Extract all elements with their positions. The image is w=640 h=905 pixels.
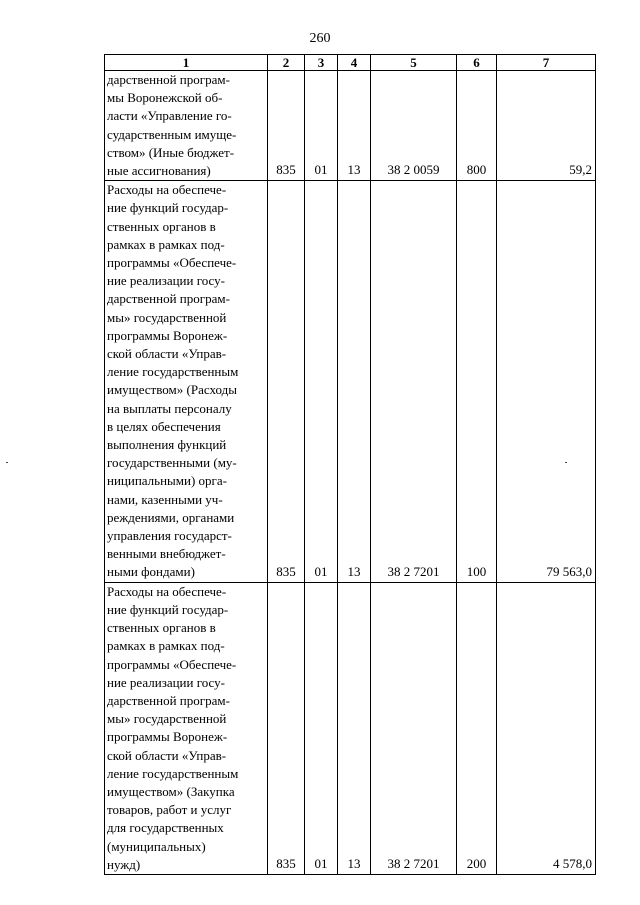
- description-line: ской области «Управ-: [107, 346, 227, 362]
- description-line: государственными (му-: [107, 455, 237, 471]
- description-line: программы Воронеж-: [107, 327, 228, 343]
- description-line: рамках в рамках под-: [107, 638, 225, 654]
- description-line: имуществом» (Закупка: [107, 783, 235, 799]
- description-cell: [105, 582, 268, 874]
- grbs-cell: 835: [268, 71, 305, 181]
- description-line: ством» (Иные бюджет-: [107, 144, 235, 160]
- description-line: ниципальными) орга-: [107, 473, 227, 489]
- description-line: мы Воронежской об-: [107, 90, 223, 106]
- budget-table: [104, 54, 596, 875]
- header-cell: 2: [268, 55, 305, 71]
- description-line: сударственным имуще-: [107, 126, 237, 142]
- table-row: [105, 582, 596, 874]
- description-line: выполнения функций: [107, 437, 227, 453]
- description-line: программы «Обеспече-: [107, 255, 237, 271]
- description-line: ской области «Управ-: [107, 747, 227, 763]
- description-line: дарственной програм-: [107, 692, 230, 708]
- grbs-cell: 835: [268, 181, 305, 582]
- description-line: ние реализации госу-: [107, 674, 225, 690]
- description-line: (муниципальных): [107, 838, 206, 854]
- scan-speck: [565, 462, 567, 463]
- section-cell: 01: [305, 582, 338, 874]
- amount-cell: 59,2: [497, 71, 596, 181]
- amount-cell: 4 578,0: [497, 582, 596, 874]
- description-line: ние реализации госу-: [107, 273, 225, 289]
- header-cell: 1: [105, 55, 268, 71]
- table-row: [105, 71, 596, 181]
- description-line: ласти «Управление го-: [107, 108, 232, 124]
- description-line: мы» государственной: [107, 309, 227, 325]
- description-line: в целях обеспечения: [107, 418, 221, 434]
- table-row: [105, 181, 596, 582]
- description-line: мы» государственной: [107, 711, 227, 727]
- description-line: ными фондами): [107, 564, 195, 580]
- scan-speck: [6, 462, 8, 463]
- description-line: венными внебюджет-: [107, 546, 226, 562]
- description-line: имуществом» (Расходы: [107, 382, 237, 398]
- description-line: ние функций государ-: [107, 200, 229, 216]
- description-line: ственных органов в: [107, 218, 216, 234]
- description-line: нами, казенными уч-: [107, 491, 223, 507]
- description-line: ление государственным: [107, 765, 239, 781]
- description-line: товаров, работ и услуг: [107, 802, 232, 818]
- target-article-cell: 38 2 0059: [371, 71, 457, 181]
- description-line: дарственной програм-: [107, 72, 230, 87]
- description-line: реждениями, органами: [107, 509, 235, 525]
- description-line: дарственной програм-: [107, 291, 230, 307]
- header-cell: 3: [305, 55, 338, 71]
- description-line: ние функций государ-: [107, 601, 229, 617]
- description-line: на выплаты персоналу: [107, 400, 232, 416]
- description-line: Расходы на обеспече-: [107, 182, 227, 198]
- subsection-cell: 13: [338, 582, 371, 874]
- section-cell: 01: [305, 71, 338, 181]
- description-line: рамках в рамках под-: [107, 236, 225, 252]
- subsection-cell: 13: [338, 71, 371, 181]
- header-cell: 5: [371, 55, 457, 71]
- amount-cell: 79 563,0: [497, 181, 596, 582]
- description-cell: [105, 181, 268, 582]
- description-line: ственных органов в: [107, 620, 216, 636]
- page-number: 260: [309, 31, 331, 46]
- description-line: программы Воронеж-: [107, 729, 228, 745]
- grbs-cell: 835: [268, 582, 305, 874]
- header-cell: 4: [338, 55, 371, 71]
- header-cell: 7: [497, 55, 596, 71]
- expense-type-cell: 800: [457, 71, 497, 181]
- section-cell: 01: [305, 181, 338, 582]
- description-line: ные ассигнования): [107, 163, 211, 179]
- target-article-cell: 38 2 7201: [371, 181, 457, 582]
- description-line: программы «Обеспече-: [107, 656, 237, 672]
- description-line: ление государственным: [107, 364, 239, 380]
- header-row: [105, 55, 596, 71]
- description-line: управления государст-: [107, 528, 232, 544]
- expense-type-cell: 100: [457, 181, 497, 582]
- subsection-cell: 13: [338, 181, 371, 582]
- header-cell: 6: [457, 55, 497, 71]
- description-line: для государственных: [107, 820, 224, 836]
- description-line: нужд): [107, 856, 141, 872]
- expense-type-cell: 200: [457, 582, 497, 874]
- description-line: Расходы на обеспече-: [107, 583, 227, 599]
- description-cell: [105, 71, 268, 181]
- target-article-cell: 38 2 7201: [371, 582, 457, 874]
